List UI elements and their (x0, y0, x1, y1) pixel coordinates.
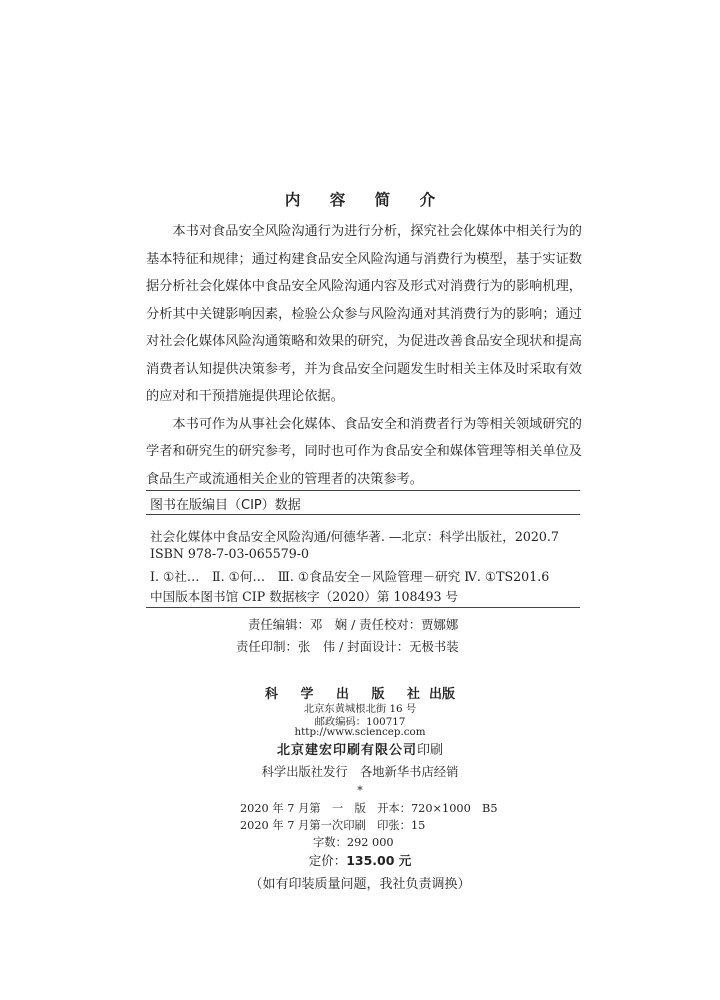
cip-classification-line: Ⅰ. ①社… Ⅱ. ①何… Ⅲ. ①食品安全－风险管理－研究 Ⅳ. ①TS201.6 (150, 569, 550, 584)
abstract-title: 内 容 简 介 (284, 190, 448, 209)
price-label: 定价： (308, 853, 347, 868)
cip-catalog-number-line: 中国版本图书馆 CIP 数据核字（2020）第 108493 号 (150, 589, 459, 604)
quality-note: （如有印装质量问题，我社负责调换） (249, 877, 471, 892)
abstract-paragraph: 本书对食品安全风险沟通行为进行分析，探究社会化媒体中相关行为的基本特征和规律；通过构建食品安全风险沟通与消费行为模型，基于实证数据分析社会化媒体中食品安全风险沟通内容及形式对消费行为的影响机理，分析其中关键影响因素，检验公众参与风险沟通对其消费行为的影响；通过对社会化媒体风险沟通策略和效果的研究，为促进改善食品安全现状和提高消费者认知提供决策参考，并为食品安全问题发生时相关主体及时采取有效的应对和干预措施提供理论依据。 (146, 224, 582, 404)
abstract-paragraph: 本书可作为从事社会化媒体、食品安全和消费者行为等相关领域研究的学者和研究生的研究参考，同时也可作为食品安全和媒体管理等相关单位及食品生产或流通相关企业的管理者的决策参考。 (146, 416, 582, 487)
separator-star: * (357, 784, 363, 797)
cip-record-line: 社会化媒体中食品安全风险沟通/何德华著. —北京：科学出版社，2020.7 (150, 529, 559, 544)
printer-name: 北京建宏印刷有限公司 (276, 743, 417, 758)
printing-line: 2020 年 7 月第一次印刷 印张：15 (240, 819, 426, 832)
printing-cover-design-line: 责任印制：张 伟 / 封面设计：无极书装 (236, 639, 459, 654)
abstract-body (146, 218, 582, 493)
edition-line: 2020 年 7 月第 一 版 开本：720×1000 B5 (240, 802, 498, 815)
publisher-suffix: 出版 (429, 687, 456, 702)
price-line (0, 851, 720, 869)
cip-heading: 图书在版编目（CIP）数据 (150, 498, 301, 513)
word-count-line: 字数：292 000 (313, 836, 394, 849)
editor-proofreader-line: 责任编辑：邓 娴 / 责任校对：贾娜娜 (248, 617, 459, 632)
publisher-postcode: 邮政编码：100717 (314, 716, 406, 728)
cip-heading-rule (146, 514, 580, 515)
publisher-address: 北京东黄城根北街 16 号 (303, 703, 417, 715)
publisher-website: http://www.sciencep.com (294, 726, 426, 738)
printer-line (0, 739, 720, 758)
printer-suffix: 印刷 (417, 743, 444, 758)
cip-isbn-line: ISBN 978-7-03-065579-0 (150, 546, 310, 561)
cip-bottom-rule (146, 607, 580, 608)
price-value: 135.00 元 (346, 853, 412, 868)
cip-top-rule (146, 490, 580, 491)
publisher-name-text: 科 学 出 版 社 (264, 687, 430, 702)
distribution-line: 科学出版社发行 各地新华书店经销 (261, 765, 459, 779)
